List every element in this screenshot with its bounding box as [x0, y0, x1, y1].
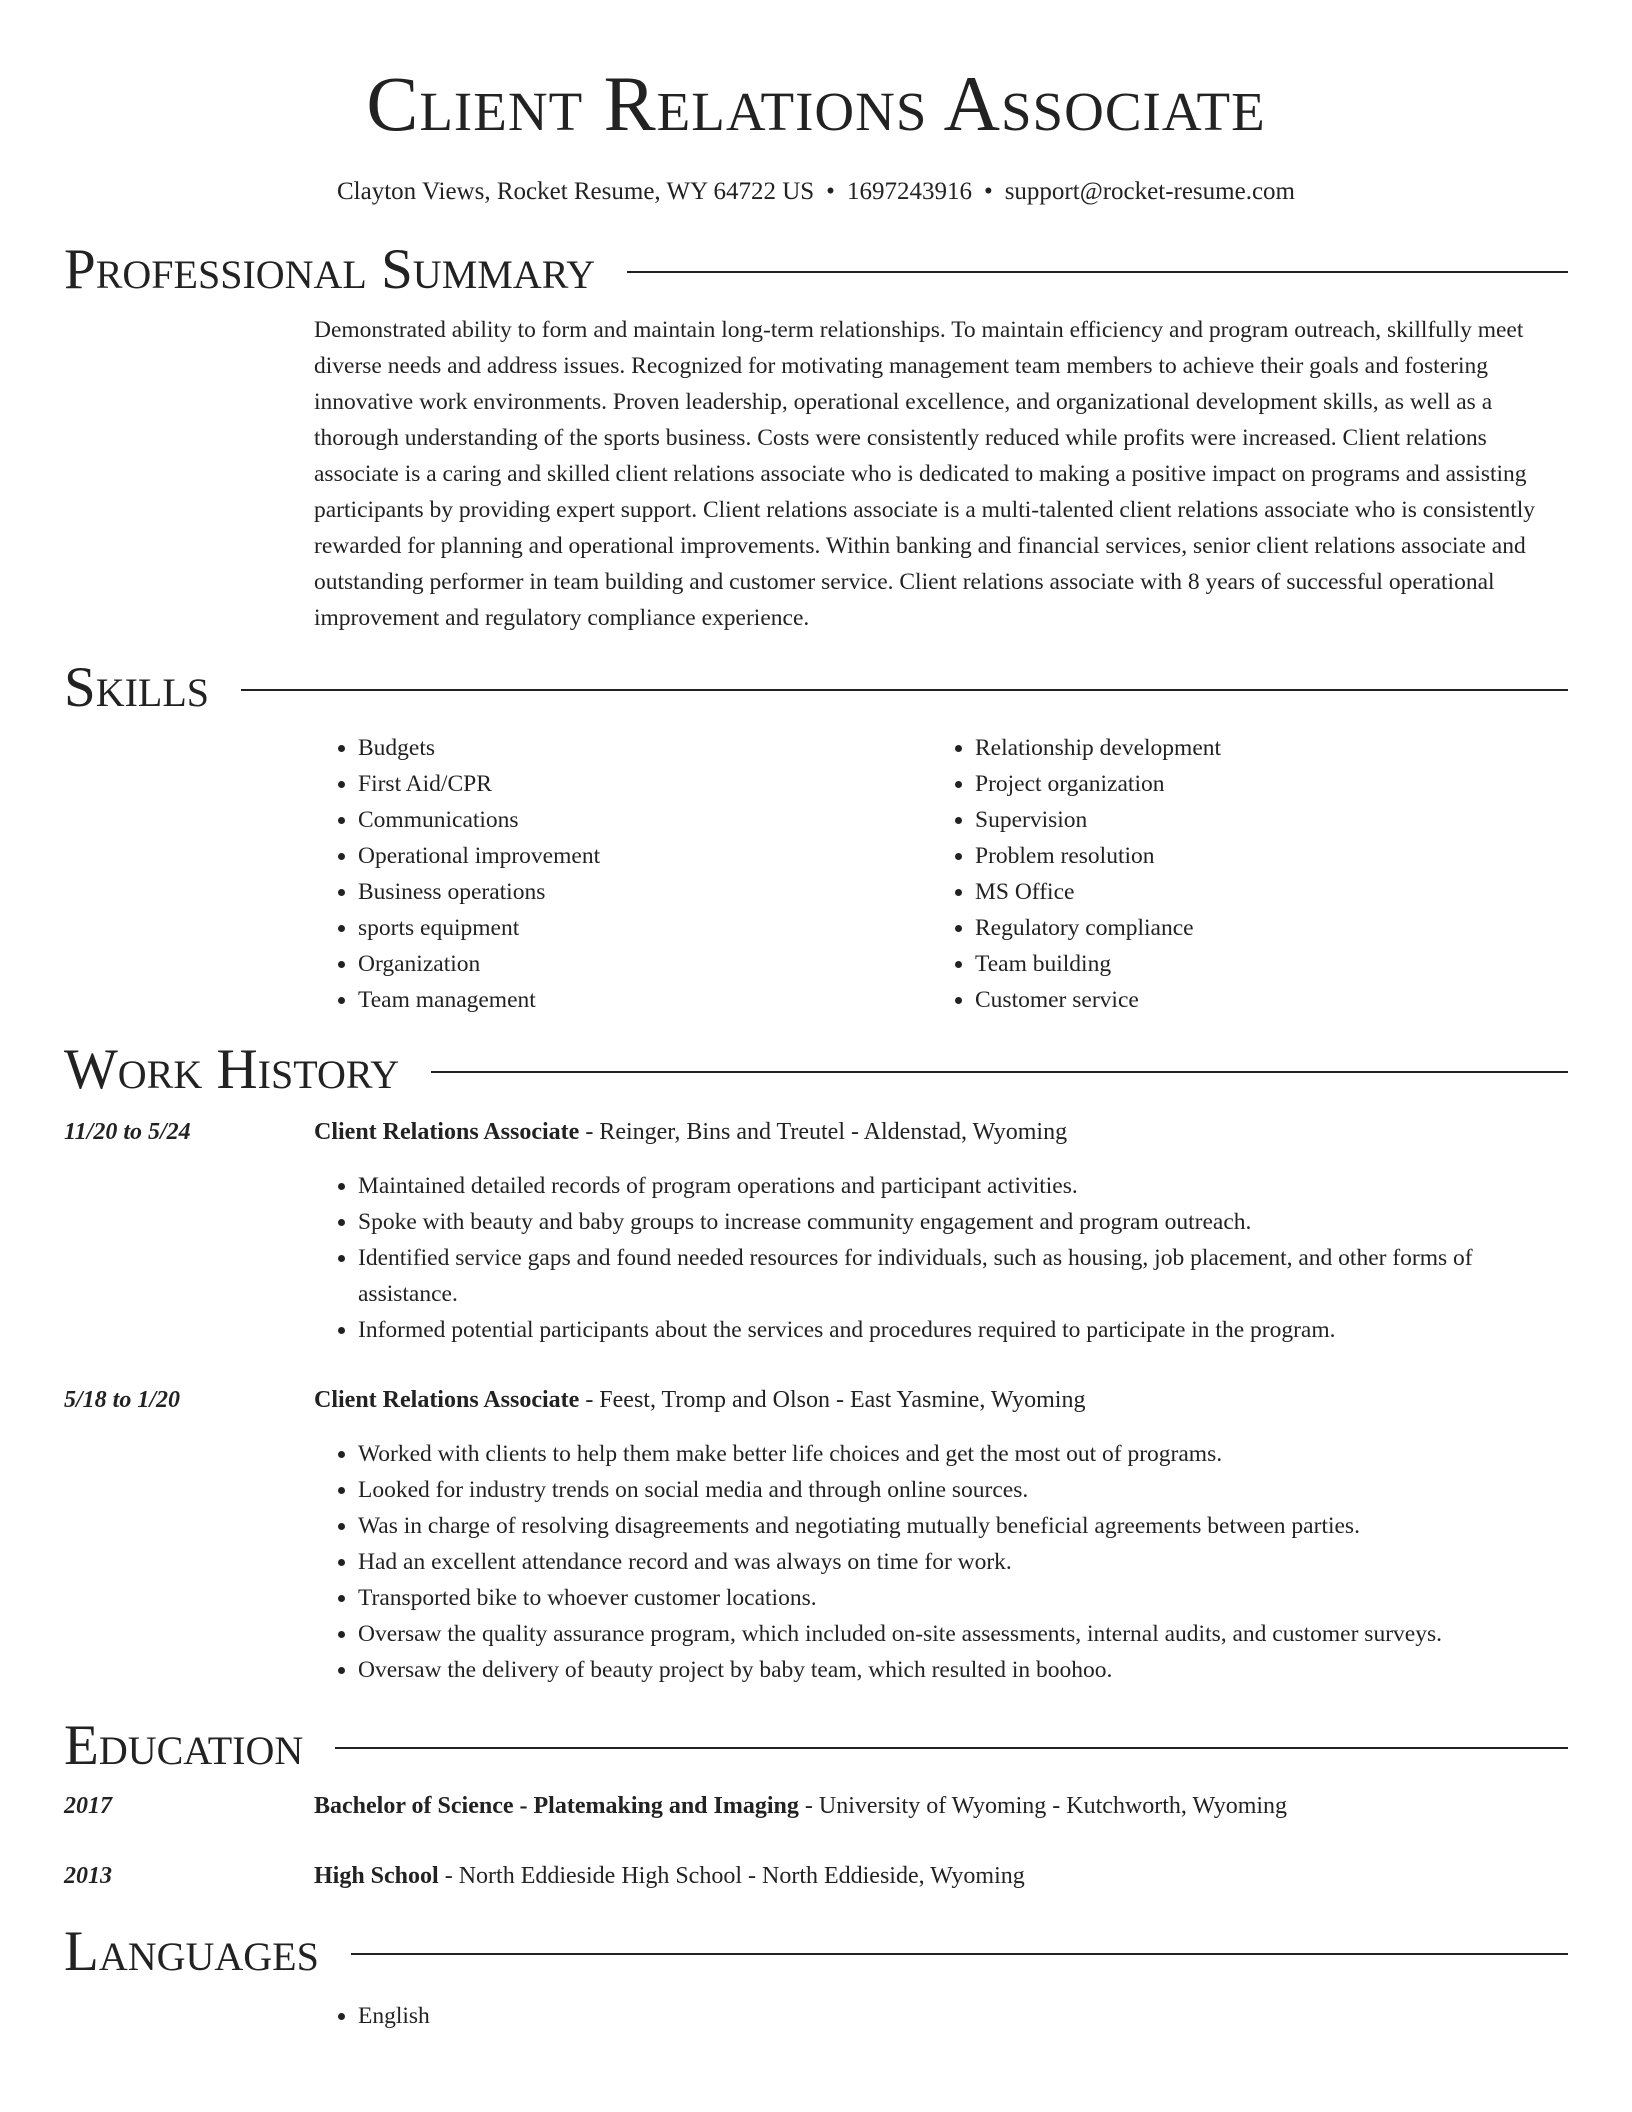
skill-item: • Problem resolution — [975, 838, 1548, 874]
job-bullet: • Had an excellent attendance record and was always on time for work. — [358, 1544, 1568, 1580]
section-divider — [431, 1071, 1568, 1073]
section-title: Education — [64, 1714, 304, 1777]
resume-page — [64, 0, 1568, 2034]
education-entry — [64, 1788, 1568, 1824]
job-bullet: • Transported bike to whoever customer locations. — [358, 1580, 1568, 1616]
summary-text: Demonstrated ability to form and maintain long-term relationships. To maintain efficiency and program outreach, skillfully meet diverse needs and address issues. Recognized for motivating management team members to achieve their goals and fostering innovative work environments. Proven leadership, operational excellence, and organizational development skills, as well as a thorough understanding of the sports business. Costs were consistently reduced while profits were increased. Client relations associate is a caring and skilled client relations associate who is dedicated to making a positive impact on programs and assisting participants by providing expert support. Client relations associate is a multi-talented client relations associate who is consistently rewarded for planning and operational improvements. Within banking and financial services, senior client relations associate and outstanding performer in team building and customer service. Client relations associate with 8 years of successful operational improvement and regulatory compliance experience. — [314, 317, 1536, 631]
skill-item: • Relationship development — [975, 730, 1548, 766]
job-bullet: • Maintained detailed records of program operations and participant activities. — [358, 1168, 1568, 1204]
job-bullet: • Oversaw the quality assurance program, which included on-site assessments, internal audits, and customer surveys. — [358, 1616, 1568, 1652]
education-degree: Bachelor of Science - Platemaking and Imaging — [314, 1793, 799, 1819]
contact-separator: • — [983, 178, 993, 205]
job-bullet: • Oversaw the delivery of beauty project by baby team, which resulted in boohoo. — [358, 1652, 1568, 1688]
contact-phone: 1697243916 — [846, 178, 972, 205]
skill-item: • First Aid/CPR — [358, 766, 931, 802]
summary-heading — [64, 238, 1568, 302]
skill-item: • Customer service — [975, 982, 1548, 1018]
skill-item: • Budgets — [358, 730, 931, 766]
section-divider — [351, 1953, 1568, 1955]
skills-list — [314, 730, 1568, 1018]
languages-list — [314, 1998, 1568, 2034]
section-title: Skills — [64, 656, 210, 719]
skill-item: • Business operations — [358, 874, 931, 910]
job-dates: 5/18 to 1/20 — [64, 1387, 181, 1413]
contact-separator: • — [826, 178, 835, 205]
job-bullet-list — [314, 1168, 1568, 1348]
skill-item: • Organization — [358, 946, 931, 982]
education-degree: High School — [314, 1863, 439, 1889]
skills-heading — [64, 656, 1568, 720]
job-bullet: • Was in charge of resolving disagreements and negotiating mutually beneficial agreements between parties. — [358, 1508, 1568, 1544]
job-header — [64, 1114, 1568, 1150]
contact-address: Clayton Views, Rocket Resume, WY 64722 US — [336, 178, 815, 205]
section-title: Languages — [64, 1920, 319, 1983]
section-title: Professional Summary — [64, 238, 596, 301]
job-heading — [314, 1382, 1085, 1418]
skills-column-left — [314, 730, 931, 1018]
job-bullet: • Looked for industry trends on social media and through online sources. — [358, 1472, 1568, 1508]
skill-item: • Regulatory compliance — [975, 910, 1548, 946]
skill-item: • Supervision — [975, 802, 1548, 838]
skill-item: • Operational improvement — [358, 838, 931, 874]
candidate-name: Client Relations Associate — [366, 60, 1266, 147]
education-school: - University of Wyoming - Kutchworth, Wyoming — [798, 1793, 1288, 1819]
skill-item: • sports equipment — [358, 910, 931, 946]
section-title: Work History — [64, 1038, 400, 1101]
job-entry — [64, 1382, 1568, 1688]
job-title: Client Relations Associate — [314, 1387, 580, 1413]
job-bullet: • Spoke with beauty and baby groups to increase community engagement and program outreach. — [358, 1204, 1568, 1240]
education-year: 2013 — [64, 1863, 112, 1889]
job-dates: 11/20 to 5/24 — [64, 1119, 191, 1145]
section-divider — [627, 271, 1568, 273]
education-heading — [64, 1714, 1568, 1778]
job-title: Client Relations Associate — [314, 1119, 580, 1145]
job-bullet: • Worked with clients to help them make better life choices and get the most out of programs. — [358, 1436, 1568, 1472]
section-divider — [241, 689, 1568, 691]
job-heading — [314, 1114, 1067, 1150]
skills-column-right — [931, 730, 1548, 1018]
section-divider — [335, 1747, 1568, 1749]
education-entry — [64, 1858, 1568, 1894]
languages-bullet-list — [314, 1998, 1568, 2034]
education-heading-line — [314, 1858, 1025, 1894]
job-bullet: • Informed potential participants about the services and procedures required to participate in the program. — [358, 1312, 1568, 1348]
job-header — [64, 1382, 1568, 1418]
skill-item: • MS Office — [975, 874, 1548, 910]
skill-item: • Communications — [358, 802, 931, 838]
job-employer: - Feest, Tromp and Olson - East Yasmine, Wyoming — [579, 1387, 1086, 1413]
skill-item: • Team management — [358, 982, 931, 1018]
job-duties — [314, 1168, 1568, 1348]
work-history-heading — [64, 1038, 1568, 1102]
job-duties — [314, 1436, 1568, 1688]
contact-email[interactable]: support@rocket-resume.com — [1004, 178, 1295, 205]
language-item: • English — [358, 1998, 1568, 2034]
job-entry — [64, 1114, 1568, 1348]
education-school: - North Eddieside High School - North Eddieside, Wyoming — [438, 1863, 1025, 1889]
job-bullet: • Identified service gaps and found needed resources for individuals, such as housing, job placement, and other forms of assistance. — [358, 1240, 1568, 1312]
skill-item: • Team building — [975, 946, 1548, 982]
languages-heading — [64, 1920, 1568, 1984]
job-employer: - Reinger, Bins and Treutel - Aldenstad, Wyoming — [579, 1119, 1068, 1145]
education-year: 2017 — [64, 1793, 112, 1819]
education-heading-line — [314, 1788, 1287, 1824]
skill-item: • Project organization — [975, 766, 1548, 802]
job-bullet-list — [314, 1436, 1568, 1688]
contact-line — [64, 176, 1568, 208]
